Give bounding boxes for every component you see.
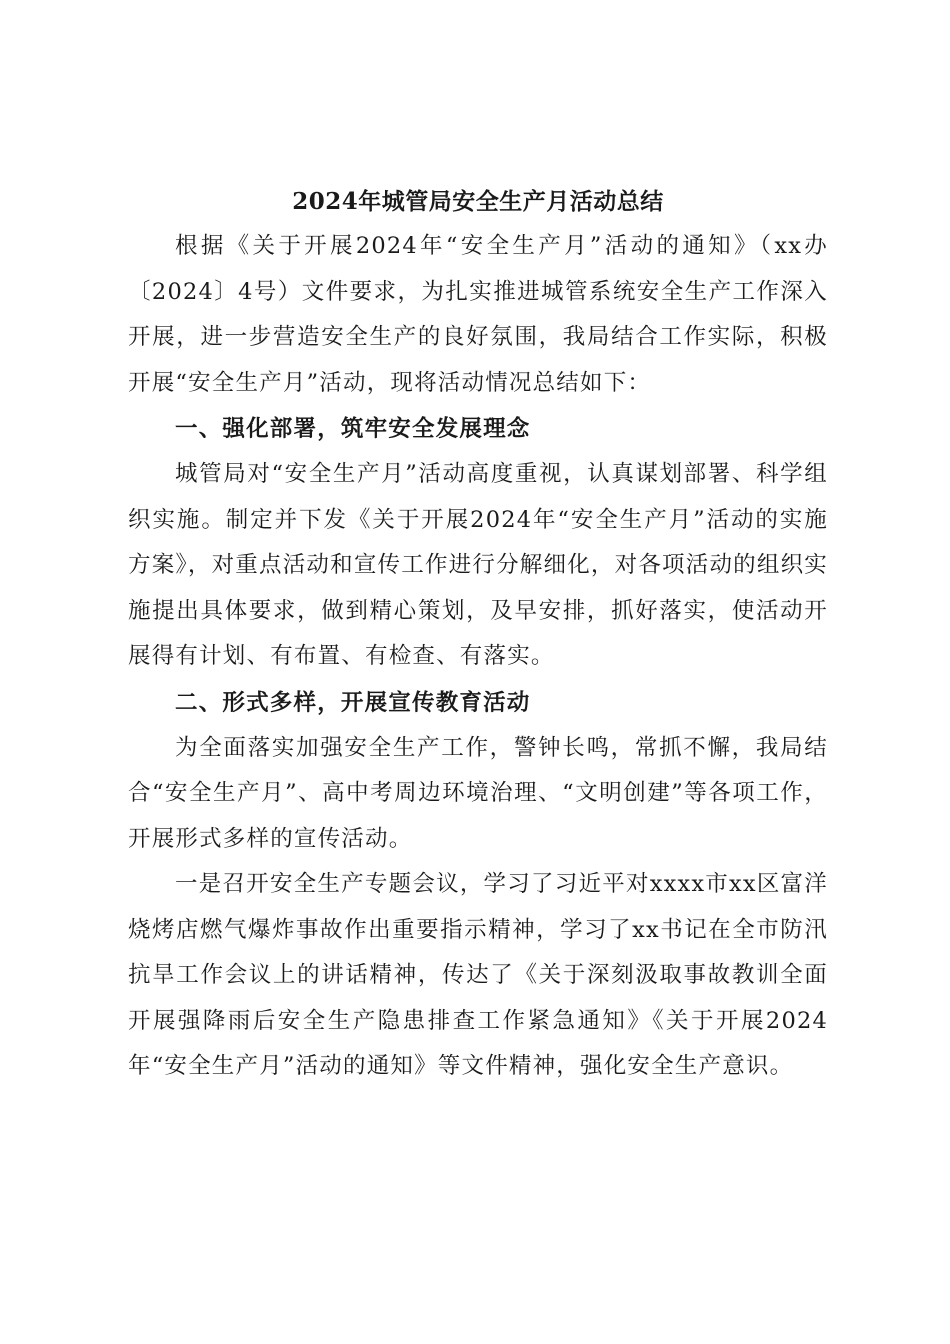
section-heading-2: 二、形式多样，开展宣传教育活动 bbox=[175, 689, 531, 716]
section-1-paragraph-1: 城管局对“安全生产月”活动高度重视，认真谋划部署、科学组织实施。制定并下发《关于开展2024年“安全生产月”活动的实施方案》，对重点活动和宣传工作进行分解细化，对各项活动的组织实施提出具体要求，做到精心策划，及早安排，抓好落实，使活动开展得有计划、有布置、有检查、有落实。 bbox=[128, 461, 828, 669]
section-2-paragraph-2: 一是召开安全生产专题会议，学习了习近平对xxxx市xx区富洋烧烤店燃气爆炸事故作出重要指示精神，学习了xx书记在全市防汛抗旱工作会议上的讲话精神，传达了《关于深刻汲取事故教训全面开展强降雨后安全生产隐患排查工作紧急通知》《关于开展2024年“安全生产月”活动的通知》等文件精神，强化安全生产意识。 bbox=[128, 871, 828, 1079]
section-2-paragraph-1: 为全面落实加强安全生产工作，警钟长鸣，常抓不懈，我局结合“安全生产月”、高中考周边环境治理、“文明创建”等各项工作，开展形式多样的宣传活动。 bbox=[128, 734, 828, 852]
intro-paragraph: 根据《关于开展2024年“安全生产月”活动的通知》（xx办〔2024〕4号）文件要求，为扎实推进城管系统安全生产工作深入开展，进一步营造安全生产的良好氛围，我局结合工作实际，积极开展“安全生产月”活动，现将活动情况总结如下： bbox=[128, 233, 828, 396]
document-title: 2024年城管局安全生产月活动总结 bbox=[292, 188, 664, 215]
section-heading-1: 一、强化部署，筑牢安全发展理念 bbox=[175, 416, 531, 442]
document-body bbox=[128, 180, 828, 1090]
